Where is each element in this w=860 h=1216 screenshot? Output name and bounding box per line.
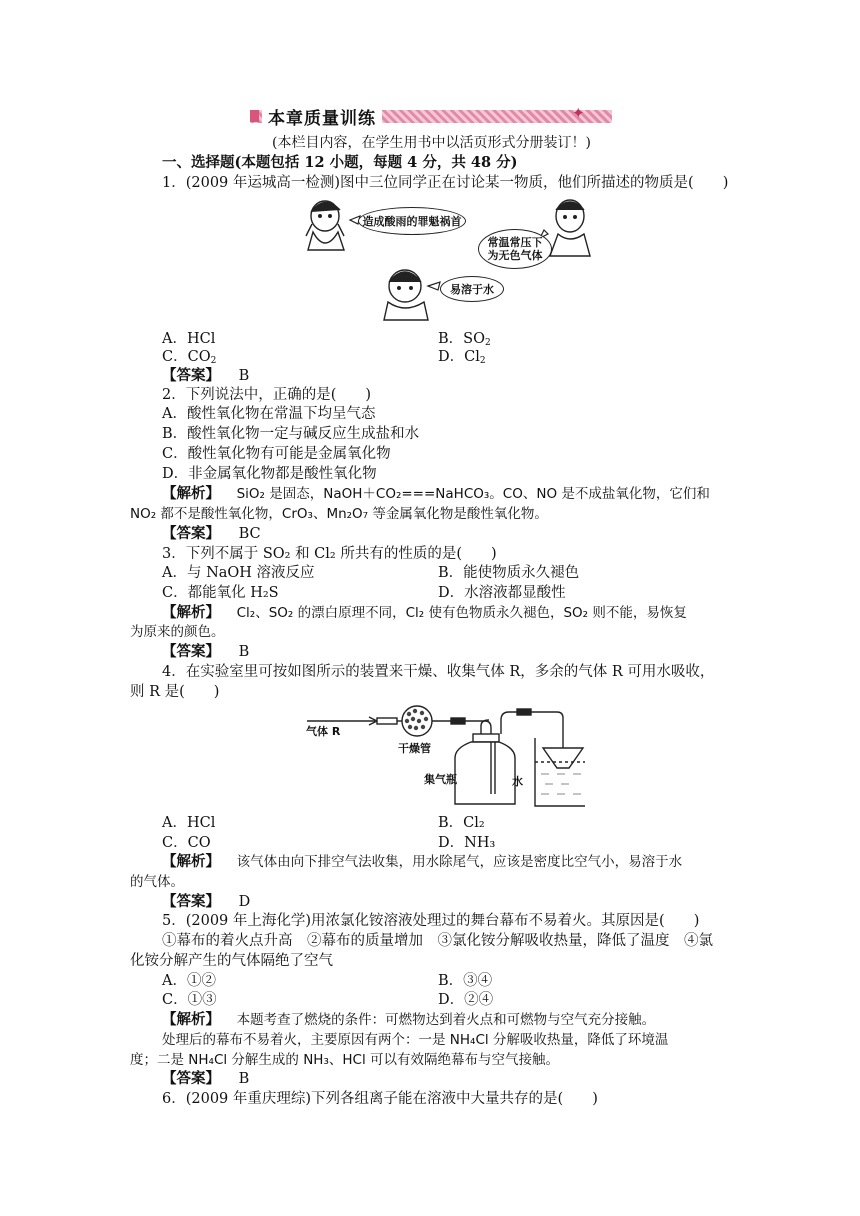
q3-option-a: A．与 NaOH 溶液反应 xyxy=(162,565,315,581)
label-gas-r: 气体 R xyxy=(306,725,341,738)
q5-reasons-line2: 化铵分解产生的气体隔绝了空气 xyxy=(130,953,333,969)
q1-stem: 1．(2009 年运城高一检测)图中三位同学正在讨论某一物质，他们所描述的物质是( ) xyxy=(162,175,729,191)
chapter-title: 本章质量训练 xyxy=(262,104,382,129)
q1-option-d: D．$Cl_2$ xyxy=(438,349,486,366)
q5-explanation-line3: 度；二是 NH₄Cl 分解生成的 NH₃、HCl 可以有效隔绝幕布与空气接触。 xyxy=(130,1052,559,1068)
q4-apparatus-figure xyxy=(305,702,585,810)
q4-option-d: D．NH₃ xyxy=(438,835,496,851)
q2-option-a: A．酸性氧化物在常温下均呈气态 xyxy=(162,406,376,422)
bubble-colorless-gas-line2: 为无色气体 xyxy=(487,249,543,262)
q3-option-d: D．水溶液都显酸性 xyxy=(438,585,566,601)
q2-answer: 【答案】 BC xyxy=(162,526,261,542)
q1-answer xyxy=(162,366,249,386)
label-gas-bottle: 集气瓶 xyxy=(424,773,457,786)
section-heading: 一、选择题(本题包括 12 小题，每题 4 分，共 48 分) xyxy=(162,154,518,171)
label-water: 水 xyxy=(512,775,523,788)
bubble-acid-rain-text: 造成酸雨的罪魁祸首 xyxy=(362,215,462,228)
q1-option-a: A．HCl xyxy=(162,331,216,347)
banner-square-icon xyxy=(250,110,259,122)
q5-option-d: D．②④ xyxy=(438,992,494,1008)
q2-option-d: D．非金属氧化物都是酸性氧化物 xyxy=(162,466,377,482)
bubble-colorless-gas-line1: 常温常压下 xyxy=(487,236,543,249)
q5-reasons-line1: ①幕布的着火点升高 ②幕布的质量增加 ③氯化铵分解吸收热量，降低了温度 ④氯 xyxy=(162,933,713,949)
q5-option-c: C．①③ xyxy=(162,992,217,1008)
q4-option-c: C．CO xyxy=(162,835,211,851)
answer-value: B xyxy=(238,368,250,384)
q4-explanation-line2: 的气体。 xyxy=(130,874,184,890)
q6-stem: 6．(2009 年重庆理综)下列各组离子能在溶液中大量共存的是( ) xyxy=(162,1091,598,1107)
bubble-colorless-gas xyxy=(478,229,552,269)
q5-explanation-line2: 处理后的幕布不易着火，主要原因有两个：一是 NH₄Cl 分解吸收热量，降低了环境温 xyxy=(162,1032,669,1048)
q4-stem-line1: 4．在实验室里可按如图所示的装置来干燥、收集气体 R，多余的气体 R 可用水吸收， xyxy=(162,664,715,680)
q2-explanation-line2: NO₂ 都不是酸性氧化物，CrO₃、Mn₂O₇ 等金属氧化物是酸性氧化物。 xyxy=(130,506,548,522)
q3-explanation-line2: 为原来的颜色。 xyxy=(130,624,225,640)
bubble-soluble-text: 易溶于水 xyxy=(450,283,494,296)
student-boy-icon xyxy=(550,200,590,256)
q5-option-a: A．①② xyxy=(162,973,216,989)
q5-explanation-line1: 【解析】 本题考查了燃烧的条件：可燃物达到着火点和可燃物与空气充分接触。 xyxy=(162,1012,656,1028)
q4-option-b: B．Cl₂ xyxy=(438,815,485,831)
q1-option-b: B．$SO_2$ xyxy=(438,331,491,348)
q2-stem: 2．下列说法中，正确的是( ) xyxy=(162,387,372,403)
q5-stem: 5．(2009 年上海化学)用浓氯化铵溶液处理过的舞台幕布不易着火。其原因是( ) xyxy=(162,913,700,929)
q3-answer: 【答案】 B xyxy=(162,644,250,660)
q3-option-c: C．都能氧化 H₂S xyxy=(162,585,279,601)
q2-option-b: B．酸性氧化物一定与碱反应生成盐和水 xyxy=(162,426,420,442)
q5-answer: 【答案】 B xyxy=(162,1071,250,1087)
binding-note: (本栏目内容，在学生用书中以活页形式分册装订！) xyxy=(272,135,591,151)
q1-option-c: C．$CO_2$ xyxy=(162,349,217,366)
label-drying-tube: 干燥管 xyxy=(398,742,431,755)
q4-answer: 【答案】 D xyxy=(162,894,251,910)
q3-option-b: B．能使物质永久褪色 xyxy=(438,565,580,581)
q5-option-b: B．③④ xyxy=(438,973,493,989)
q3-stem: 3．下列不属于 SO₂ 和 Cl₂ 所共有的性质的是( ) xyxy=(162,546,497,562)
bird-icon: ✦ xyxy=(572,104,585,122)
q4-explanation-line1: 【解析】 该气体由向下排空气法收集，用水除尾气，应该是密度比空气小，易溶于水 xyxy=(162,854,683,870)
q2-explanation-line1: 【解析】 SiO₂ 是固态，NaOH＋CO₂===NaHCO₃。CO、NO 是不成盐氧化物，它们和 xyxy=(162,486,710,502)
bubble-soluble xyxy=(440,276,504,302)
explanation-label: 【解析】 xyxy=(162,486,220,502)
answer-label: 【答案】 xyxy=(162,368,220,384)
q4-stem-line2: 则 R 是( ) xyxy=(130,684,220,700)
bubble-acid-rain xyxy=(358,207,466,235)
student-girl-icon xyxy=(306,201,344,250)
student-boy2-icon xyxy=(384,270,428,320)
q3-explanation-line1: 【解析】 Cl₂、SO₂ 的漂白原理不同，Cl₂ 使有色物质永久褪色，SO₂ 则不能，易恢复 xyxy=(162,605,687,621)
q4-option-a: A．HCl xyxy=(162,815,216,831)
q2-option-c: C．酸性氧化物有可能是金属氧化物 xyxy=(162,446,391,462)
